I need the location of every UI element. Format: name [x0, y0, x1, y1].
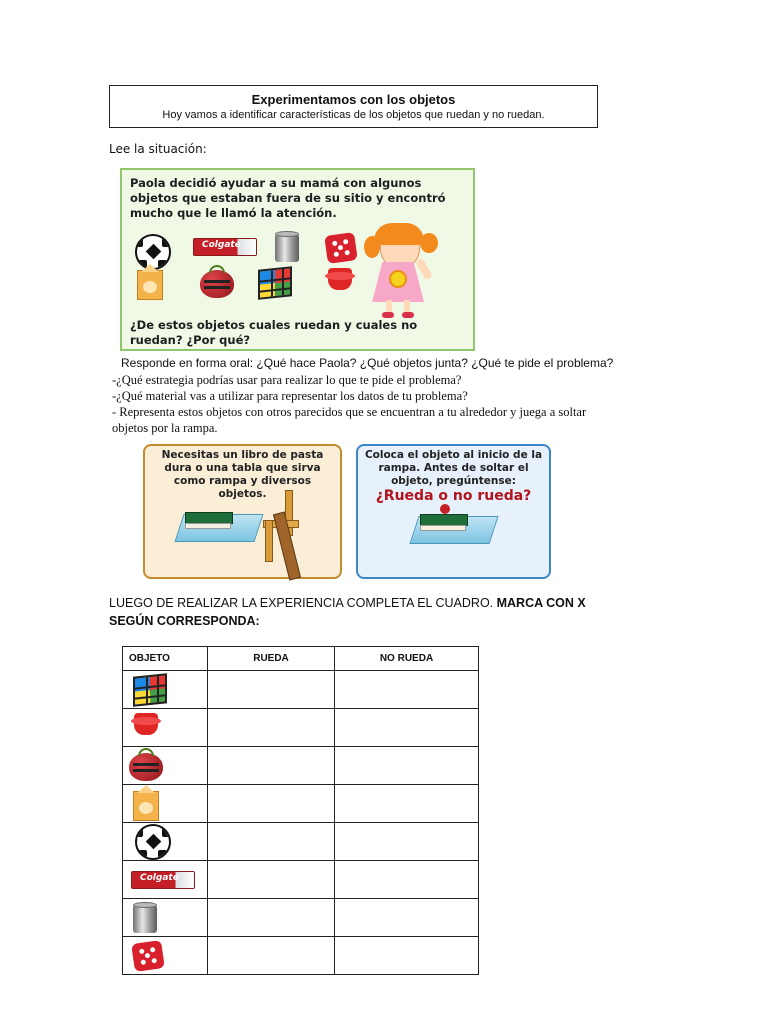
strategy-question: -¿Qué estrategia podrías usar para realizar lo que te pide el problema?: [112, 373, 462, 387]
object-cell: [123, 671, 208, 709]
milk-carton-icon: [133, 791, 159, 821]
ramp-instruction-text: [364, 449, 543, 503]
column-header-no-rueda: NO RUEDA: [335, 647, 479, 671]
read-situation-label: Lee la situación:: [109, 142, 207, 156]
object-cell: [123, 937, 208, 975]
situation-question: ¿De estos objetos cuales ruedan y cuales no ruedan? ¿Por qué?: [130, 318, 418, 347]
no-rueda-cell[interactable]: [335, 709, 479, 747]
column-header-rueda: RUEDA: [208, 647, 335, 671]
flower-icon: [389, 270, 407, 288]
coin-purse-icon: [200, 270, 234, 298]
table-row: [123, 861, 479, 899]
material-question: -¿Qué material vas a utilizar para representar los datos de tu problema?: [112, 389, 468, 403]
book-pages: [185, 523, 231, 529]
rueda-cell[interactable]: [208, 785, 335, 823]
tin-can-icon: [275, 234, 299, 262]
closing-plain: LUEGO DE REALIZAR LA EXPERIENCIA COMPLETA EL CUADRO.: [109, 596, 494, 610]
toothpaste-icon: [193, 238, 257, 256]
girl-illustration-part: [382, 312, 394, 318]
header-box: [109, 85, 598, 128]
soccer-ball-icon: [135, 234, 171, 270]
object-cell: [123, 899, 208, 937]
no-rueda-cell[interactable]: [335, 899, 479, 937]
object-cell: [123, 861, 208, 899]
rueda-cell[interactable]: [208, 823, 335, 861]
object-cell: [123, 709, 208, 747]
closing-instruction: [109, 594, 609, 630]
ramp-instruction-card: [356, 444, 551, 579]
object-cell: [123, 785, 208, 823]
table-row: [123, 671, 479, 709]
rueda-question: ¿Rueda o no rueda?: [375, 488, 532, 504]
rubik-cube-icon: [258, 266, 292, 300]
toothpaste-icon: [131, 871, 195, 889]
potty-icon: [325, 268, 355, 296]
table-row: [123, 899, 479, 937]
table-row: [123, 709, 479, 747]
no-rueda-cell[interactable]: [335, 747, 479, 785]
no-rueda-cell[interactable]: [335, 861, 479, 899]
page-subtitle: Hoy vamos a identificar características de los objetos que ruedan y no ruedan.: [162, 109, 545, 121]
column-header-objeto: OBJETO: [123, 647, 208, 671]
table-row: [123, 937, 479, 975]
dice-icon: [131, 940, 165, 972]
coin-purse-icon: [129, 753, 163, 781]
red-ball-icon: [440, 504, 450, 514]
no-rueda-cell[interactable]: [335, 671, 479, 709]
no-rueda-cell[interactable]: [335, 785, 479, 823]
ramp-materials-card: [143, 444, 342, 579]
milk-carton-icon: [137, 270, 163, 300]
closing-bold: MARCA CON X SEGÚN CORRESPONDA:: [109, 596, 586, 628]
rueda-cell[interactable]: [208, 899, 335, 937]
book-pages: [420, 525, 466, 531]
girl-illustration-part: [402, 312, 414, 318]
no-rueda-cell[interactable]: [335, 937, 479, 975]
oral-questions: Responde en forma oral: ¿Qué hace Paola? ¿Qué objetos junta? ¿Qué te pide el problema?: [121, 356, 614, 370]
soccer-ball-icon: [135, 824, 171, 860]
rueda-cell[interactable]: [208, 747, 335, 785]
represent-instruction: - Representa estos objetos con otros parecidos que se encuentran a tu alrededor y juega a soltar objetos por la rampa.: [112, 405, 587, 435]
no-rueda-cell[interactable]: [335, 823, 479, 861]
chair-leg: [265, 520, 273, 562]
table-header-row: [123, 647, 479, 671]
girl-illustration-part: [374, 223, 424, 245]
rueda-cell[interactable]: [208, 709, 335, 747]
object-cell: [123, 747, 208, 785]
table-row: [123, 747, 479, 785]
table-row: [123, 785, 479, 823]
table-row: [123, 823, 479, 861]
page-title: Experimentamos con los objetos: [251, 92, 456, 107]
rueda-cell[interactable]: [208, 671, 335, 709]
dice-icon: [324, 232, 358, 264]
rubik-cube-icon: [133, 673, 167, 707]
object-cell: [123, 823, 208, 861]
situation-story: Paola decidió ayudar a su mamá con algunos objetos que estaban fuera de su sitio y encontró mucho que le llamó la atención.: [130, 176, 446, 220]
tin-can-icon: [133, 905, 157, 933]
ramp-materials-text: Necesitas un libro de pasta dura o una tabla que sirva como rampa y diversos objetos.: [161, 449, 324, 500]
ramp-instruction-body: Coloca el objeto al inicio de la rampa. Antes de soltar el objeto, pregúntense:: [364, 449, 543, 487]
rueda-cell[interactable]: [208, 861, 335, 899]
potty-icon: [131, 713, 161, 741]
rueda-cell[interactable]: [208, 937, 335, 975]
objects-table: [122, 646, 479, 975]
